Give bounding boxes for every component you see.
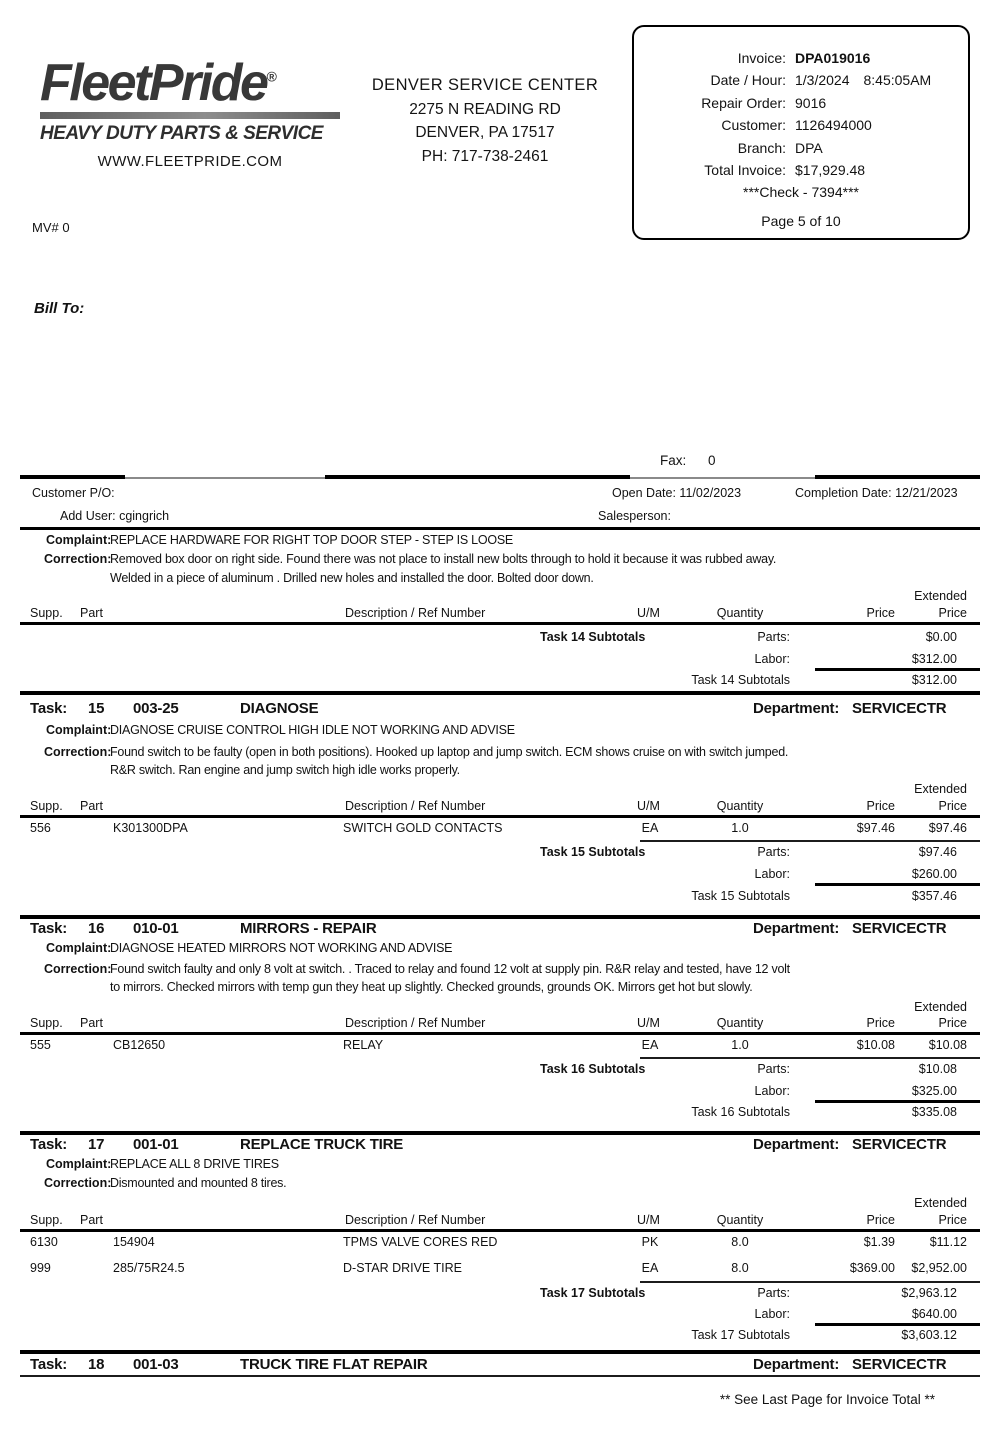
section-divider bbox=[20, 527, 980, 530]
correction-text: Dismounted and mounted 8 tires. bbox=[110, 1176, 287, 1190]
table-header-rule bbox=[20, 1229, 980, 1232]
complaint-label: Complaint: bbox=[46, 941, 112, 955]
task-code: 001-01 bbox=[133, 1136, 179, 1153]
repair-order-number: 9016 bbox=[795, 94, 827, 111]
subtotal-rule bbox=[815, 1323, 980, 1326]
divider-line bbox=[815, 475, 980, 479]
invoice-number: DPA019016 bbox=[795, 50, 871, 66]
customer-row bbox=[634, 114, 968, 136]
extended-price-header: Price bbox=[938, 606, 967, 620]
divider-line bbox=[20, 475, 125, 479]
task-label: Task: bbox=[30, 1136, 68, 1153]
labor-total: $312.00 bbox=[911, 652, 957, 666]
part-cell: 154904 bbox=[113, 1235, 155, 1249]
complaint-label: Complaint: bbox=[46, 533, 112, 547]
department-label: Department: bbox=[753, 1136, 840, 1153]
um-header: U/M bbox=[637, 606, 660, 620]
quantity-header: Quantity bbox=[716, 606, 764, 620]
table-header-rule bbox=[20, 1032, 980, 1035]
logo-website: WWW.FLEETPRIDE.COM bbox=[97, 152, 283, 170]
add-user-label: Add User: bbox=[60, 509, 116, 523]
supp-header: Supp. bbox=[30, 606, 63, 620]
correction-label: Correction: bbox=[44, 745, 112, 759]
quantity-cell: 1.0 bbox=[731, 821, 749, 835]
supp-cell: 6130 bbox=[30, 1235, 58, 1249]
divider-line bbox=[325, 475, 630, 479]
part-cell: K301300DPA bbox=[113, 821, 188, 835]
quantity-header: Quantity bbox=[716, 799, 764, 813]
um-header: U/M bbox=[637, 1016, 660, 1030]
page-number: Page 5 of 10 bbox=[761, 212, 841, 229]
supp-header: Supp. bbox=[30, 1213, 63, 1227]
complaint-text: DIAGNOSE HEATED MIRRORS NOT WORKING AND ADVISE bbox=[110, 941, 453, 955]
task-subtotals-label: Task 14 Subtotals bbox=[540, 630, 646, 644]
add-user-value: cgingrich bbox=[119, 509, 170, 523]
extended-cell: $10.08 bbox=[928, 1038, 967, 1052]
task-number: 15 bbox=[88, 700, 105, 717]
task-subtotals-label: Task 17 Subtotals bbox=[691, 1328, 790, 1342]
task-total: $3,603.12 bbox=[901, 1328, 957, 1342]
department-value: SERVICECTR bbox=[852, 700, 947, 717]
task-number: 16 bbox=[88, 920, 105, 937]
subtotal-rule bbox=[815, 668, 980, 671]
invoice-date: 1/3/2024 bbox=[795, 72, 850, 89]
price-cell: $369.00 bbox=[849, 1261, 895, 1275]
parts-label: Parts: bbox=[757, 845, 790, 859]
part-cell: CB12650 bbox=[113, 1038, 166, 1052]
invoice-summary-box bbox=[632, 25, 970, 240]
um-cell: EA bbox=[641, 1261, 659, 1275]
open-date bbox=[612, 486, 741, 500]
quantity-header: Quantity bbox=[716, 1016, 764, 1030]
mv-number: MV# 0 bbox=[32, 220, 70, 235]
labor-total: $260.00 bbox=[911, 867, 957, 881]
supp-cell: 556 bbox=[30, 821, 51, 835]
date-hour-row bbox=[634, 69, 968, 91]
correction-label: Correction: bbox=[44, 552, 112, 566]
parts-total: $10.08 bbox=[918, 1062, 957, 1076]
description-header: Description / Ref Number bbox=[345, 1213, 486, 1227]
quantity-cell: 8.0 bbox=[731, 1261, 749, 1275]
labor-label: Labor: bbox=[754, 652, 790, 666]
parts-label: Parts: bbox=[757, 630, 790, 644]
price-header: Price bbox=[866, 1016, 895, 1030]
branch-label: Branch: bbox=[737, 139, 786, 156]
price-header: Price bbox=[866, 1213, 895, 1227]
correction-text: Found switch faulty and only 8 volt at switch. . Traced to relay and found 12 volt at supply pin. R&R relay and tested, have 12 volt bbox=[110, 962, 790, 976]
correction-text: Welded in a piece of aluminum . Drilled new holes and installed the door. Bolted door down. bbox=[110, 571, 594, 585]
salesperson-label: Salesperson: bbox=[598, 509, 671, 523]
labor-label: Labor: bbox=[754, 1307, 790, 1321]
service-center-street: 2275 N READING RD bbox=[409, 100, 561, 118]
extended-cell: $11.12 bbox=[929, 1235, 967, 1249]
task-label: Task: bbox=[30, 920, 68, 937]
labor-total: $640.00 bbox=[911, 1307, 957, 1321]
part-header: Part bbox=[80, 606, 103, 620]
complaint-label: Complaint: bbox=[46, 723, 112, 737]
section-divider bbox=[20, 1350, 980, 1354]
description-cell: D-STAR DRIVE TIRE bbox=[343, 1261, 462, 1275]
completion-date-value: 12/21/2023 bbox=[895, 486, 958, 500]
table-header-rule bbox=[20, 815, 980, 818]
task-subtotals-label: Task 16 Subtotals bbox=[691, 1105, 790, 1119]
bill-to-label: Bill To: bbox=[34, 300, 85, 317]
check-line: ***Check - 7394*** bbox=[743, 184, 859, 201]
description-header: Description / Ref Number bbox=[345, 1016, 486, 1030]
task-total: $312.00 bbox=[911, 673, 957, 687]
subtotal-rule bbox=[640, 840, 980, 842]
correction-label: Correction: bbox=[44, 1176, 112, 1190]
department-label: Department: bbox=[753, 1356, 840, 1373]
task-subtotals-label: Task 16 Subtotals bbox=[540, 1062, 646, 1076]
invoice-time: 8:45:05AM bbox=[863, 72, 932, 89]
subtotal-rule bbox=[640, 1281, 980, 1283]
department-value: SERVICECTR bbox=[852, 920, 947, 937]
fax-label: Fax: bbox=[660, 453, 687, 468]
add-user bbox=[60, 509, 169, 523]
correction-text: to mirrors. Checked mirrors with temp gun they heat up slightly. Checked grounds, grounds OK. Mirrors get hot but slowly. bbox=[110, 980, 753, 994]
part-header: Part bbox=[80, 1213, 103, 1227]
logo-wordmark bbox=[40, 56, 345, 111]
invoice-label: Invoice: bbox=[737, 50, 786, 66]
description-cell: TPMS VALVE CORES RED bbox=[343, 1235, 498, 1249]
um-cell: EA bbox=[641, 1038, 659, 1052]
extended-header: Extended bbox=[914, 782, 967, 796]
extended-header: Extended bbox=[914, 589, 967, 603]
labor-total: $325.00 bbox=[911, 1084, 957, 1098]
complaint-label: Complaint: bbox=[46, 1157, 112, 1171]
branch-row bbox=[634, 137, 968, 159]
section-divider bbox=[20, 1131, 980, 1135]
task-title: TRUCK TIRE FLAT REPAIR bbox=[240, 1356, 428, 1373]
correction-text: Removed box door on right side. Found there was not place to install new bolts through to hold it because it was rubbed away. bbox=[110, 552, 777, 566]
subtotal-rule bbox=[815, 1100, 980, 1103]
price-header: Price bbox=[866, 799, 895, 813]
parts-total: $97.46 bbox=[918, 845, 957, 859]
fax-row bbox=[660, 453, 716, 468]
extended-price-header: Price bbox=[938, 799, 967, 813]
registered-trademark-icon: ® bbox=[266, 68, 277, 85]
completion-date bbox=[795, 486, 958, 500]
supp-header: Supp. bbox=[30, 799, 63, 813]
complaint-text: REPLACE HARDWARE FOR RIGHT TOP DOOR STEP - STEP IS LOOSE bbox=[110, 533, 513, 547]
table-header-rule bbox=[20, 622, 980, 625]
service-center-city: DENVER, PA 17517 bbox=[415, 124, 555, 141]
part-header: Part bbox=[80, 1016, 103, 1030]
parts-label: Parts: bbox=[757, 1286, 790, 1300]
extended-cell: $97.46 bbox=[928, 821, 967, 835]
service-center-name: DENVER SERVICE CENTER bbox=[371, 76, 599, 94]
parts-total: $2,963.12 bbox=[901, 1286, 957, 1300]
extended-cell: $2,952.00 bbox=[911, 1261, 967, 1275]
extended-header: Extended bbox=[914, 1196, 967, 1210]
quantity-cell: 1.0 bbox=[731, 1038, 749, 1052]
repair-order-label: Repair Order: bbox=[701, 94, 786, 111]
task-subtotals-label: Task 15 Subtotals bbox=[691, 889, 790, 903]
service-center-phone: PH: 717-738-2461 bbox=[421, 147, 549, 165]
service-center-address bbox=[360, 74, 610, 168]
footer-note: ** See Last Page for Invoice Total ** bbox=[719, 1392, 935, 1407]
task-title: REPLACE TRUCK TIRE bbox=[240, 1136, 404, 1153]
correction-text: R&R switch. Ran engine and jump switch high idle works properly. bbox=[110, 763, 460, 777]
department-value: SERVICECTR bbox=[852, 1136, 947, 1153]
logo-text: FleetPride bbox=[40, 54, 267, 112]
extended-price-header: Price bbox=[938, 1016, 967, 1030]
part-cell: 285/75R24.5 bbox=[113, 1261, 185, 1275]
date-hour-label: Date / Hour: bbox=[710, 72, 786, 89]
quantity-header: Quantity bbox=[716, 1213, 764, 1227]
section-divider bbox=[20, 691, 980, 695]
completion-date-label: Completion Date: bbox=[795, 486, 892, 500]
invoice-number-row bbox=[634, 47, 968, 69]
open-date-label: Open Date: bbox=[612, 486, 676, 500]
total-invoice-label: Total Invoice: bbox=[704, 162, 786, 179]
um-cell: PK bbox=[641, 1235, 659, 1249]
task-number: 17 bbox=[88, 1136, 105, 1153]
task-label: Task: bbox=[30, 1356, 68, 1373]
correction-text: Found switch to be faulty (open in both positions). Hooked up laptop and jump switch. ECM shows cruise on with switch jumped. bbox=[110, 745, 789, 759]
description-cell: SWITCH GOLD CONTACTS bbox=[343, 821, 503, 835]
task-total: $357.46 bbox=[911, 889, 957, 903]
department-label: Department: bbox=[753, 920, 840, 937]
price-cell: $97.46 bbox=[856, 821, 895, 835]
part-header: Part bbox=[80, 799, 103, 813]
department-value: SERVICECTR bbox=[852, 1356, 947, 1373]
price-header: Price bbox=[866, 606, 895, 620]
parts-total: $0.00 bbox=[925, 630, 957, 644]
task-subtotals-label: Task 14 Subtotals bbox=[691, 673, 790, 687]
total-invoice-row bbox=[634, 159, 968, 181]
labor-label: Labor: bbox=[754, 867, 790, 881]
extended-price-header: Price bbox=[938, 1213, 967, 1227]
description-cell: RELAY bbox=[343, 1038, 384, 1052]
extended-header: Extended bbox=[914, 1000, 967, 1014]
task-label: Task: bbox=[30, 700, 68, 717]
correction-label: Correction: bbox=[44, 962, 112, 976]
description-header: Description / Ref Number bbox=[345, 799, 486, 813]
branch-code: DPA bbox=[795, 139, 823, 156]
task-code: 003-25 bbox=[133, 700, 179, 717]
supp-header: Supp. bbox=[30, 1016, 63, 1030]
task-total: $335.08 bbox=[911, 1105, 957, 1119]
customer-label: Customer: bbox=[721, 117, 786, 134]
fax-value: 0 bbox=[708, 453, 716, 468]
supp-cell: 555 bbox=[30, 1038, 51, 1052]
department-label: Department: bbox=[753, 700, 840, 717]
subtotal-rule bbox=[815, 883, 980, 886]
price-cell: $10.08 bbox=[856, 1038, 895, 1052]
logo-divider-bar bbox=[40, 112, 340, 119]
task-subtotals-label: Task 17 Subtotals bbox=[540, 1286, 646, 1300]
customer-number: 1126494000 bbox=[795, 117, 872, 134]
price-cell: $1.39 bbox=[863, 1235, 895, 1249]
logo-tagline: HEAVY DUTY PARTS & SERVICE bbox=[40, 122, 323, 144]
um-header: U/M bbox=[637, 799, 660, 813]
task-code: 010-01 bbox=[133, 920, 179, 937]
complaint-text: REPLACE ALL 8 DRIVE TIRES bbox=[110, 1157, 279, 1171]
task-title: MIRRORS - REPAIR bbox=[240, 920, 377, 937]
subtotal-rule bbox=[640, 1057, 980, 1059]
repair-order-row bbox=[634, 92, 968, 114]
task-subtotals-label: Task 15 Subtotals bbox=[540, 845, 646, 859]
section-divider bbox=[20, 915, 980, 919]
um-cell: EA bbox=[641, 821, 659, 835]
complaint-text: DIAGNOSE CRUISE CONTROL HIGH IDLE NOT WORKING AND ADVISE bbox=[110, 723, 515, 737]
open-date-value: 11/02/2023 bbox=[679, 486, 742, 500]
supp-cell: 999 bbox=[30, 1261, 51, 1275]
parts-label: Parts: bbox=[757, 1062, 790, 1076]
customer-po-label: Customer P/O: bbox=[32, 486, 115, 500]
task-number: 18 bbox=[88, 1356, 105, 1373]
task-code: 001-03 bbox=[133, 1356, 179, 1373]
total-invoice-amount: $17,929.48 bbox=[795, 162, 866, 179]
description-header: Description / Ref Number bbox=[345, 606, 486, 620]
quantity-cell: 8.0 bbox=[731, 1235, 749, 1249]
task-title: DIAGNOSE bbox=[240, 700, 319, 717]
um-header: U/M bbox=[637, 1213, 660, 1227]
divider-line bbox=[20, 1375, 980, 1377]
fleetpride-logo bbox=[40, 56, 345, 170]
labor-label: Labor: bbox=[754, 1084, 790, 1098]
